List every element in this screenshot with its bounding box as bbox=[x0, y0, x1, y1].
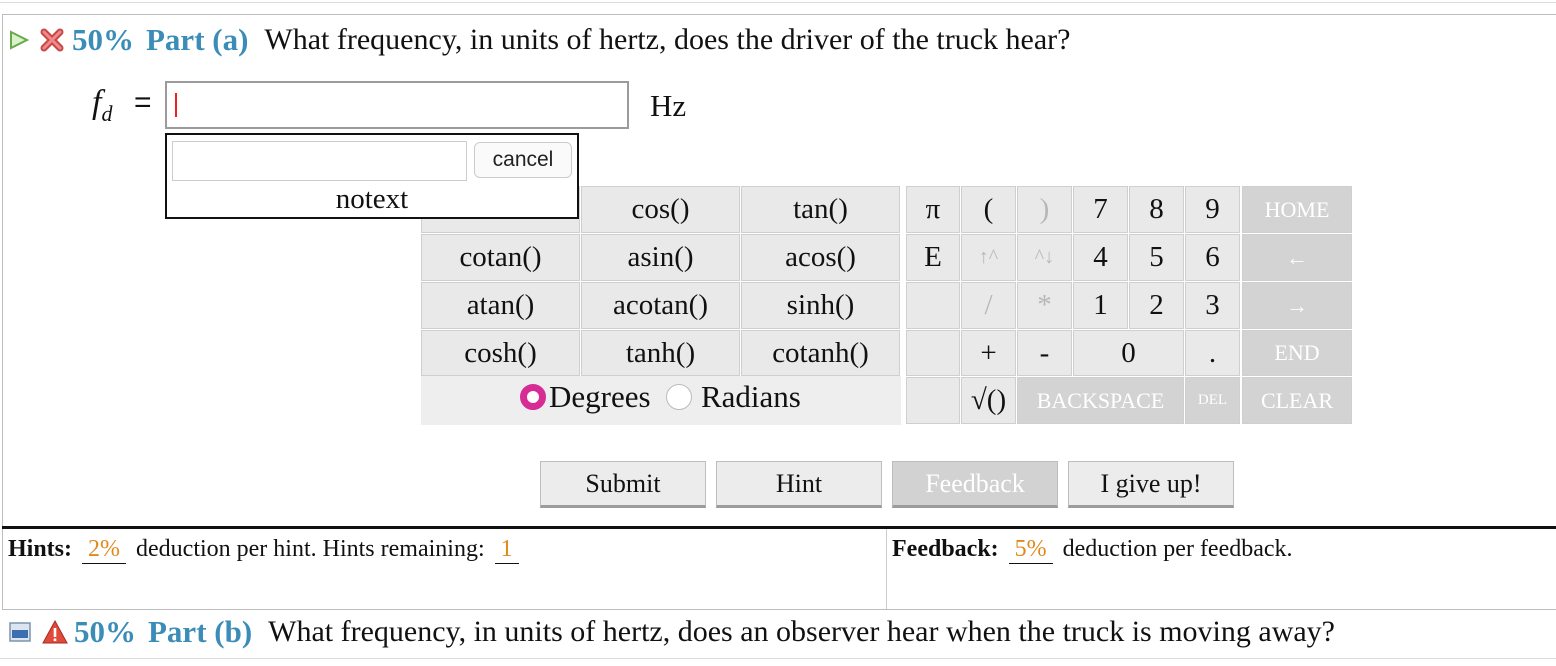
part-b-percent: 50% bbox=[74, 614, 136, 649]
variable-subscript: d bbox=[101, 100, 113, 126]
part-a-percent: 50% bbox=[72, 22, 134, 57]
function-key-acotan[interactable]: acotan() bbox=[581, 282, 740, 329]
function-key-cosh[interactable]: cosh() bbox=[421, 330, 580, 376]
warning-icon bbox=[42, 619, 68, 645]
degrees-radio[interactable] bbox=[520, 384, 546, 410]
feedback-label: Feedback: bbox=[892, 536, 999, 562]
part-b-label: Part (b) bbox=[148, 614, 253, 649]
exponent-down-key[interactable]: ^↓ bbox=[1017, 234, 1072, 281]
e-key[interactable]: E bbox=[906, 234, 960, 281]
blank-key-2 bbox=[906, 330, 960, 376]
decimal-point-key[interactable]: . bbox=[1185, 330, 1240, 376]
part-a-label: Part (a) bbox=[146, 22, 249, 57]
hint-deduction: 2% bbox=[82, 536, 126, 564]
digit-5-key[interactable]: 5 bbox=[1129, 234, 1184, 281]
hint-button[interactable]: Hint bbox=[716, 461, 882, 508]
digit-1-key[interactable]: 1 bbox=[1073, 282, 1128, 329]
digit-2-key[interactable]: 2 bbox=[1129, 282, 1184, 329]
function-key-tanh[interactable]: tanh() bbox=[581, 330, 740, 376]
clear-key[interactable]: CLEAR bbox=[1242, 377, 1352, 424]
part-b-question: What frequency, in units of hertz, does an observer hear when the truck is moving away? bbox=[268, 615, 1336, 648]
blank-key-3 bbox=[906, 377, 960, 424]
hints-label: Hints: bbox=[8, 536, 73, 562]
submit-button[interactable]: Submit bbox=[540, 461, 706, 508]
equals-sign: = bbox=[134, 86, 152, 119]
play-icon[interactable] bbox=[8, 29, 30, 51]
expand-icon[interactable] bbox=[8, 620, 32, 644]
delete-key[interactable]: DEL bbox=[1185, 377, 1240, 424]
feedback-info bbox=[892, 536, 1293, 564]
home-key[interactable]: HOME bbox=[1242, 186, 1352, 233]
hint-bar-divider bbox=[2, 526, 1556, 529]
answer-input[interactable] bbox=[165, 81, 629, 129]
left-paren-key[interactable]: ( bbox=[961, 186, 1016, 233]
function-key-acos[interactable]: acos() bbox=[741, 234, 900, 281]
hints-info bbox=[8, 536, 523, 564]
hints-remaining: 1 bbox=[495, 536, 519, 564]
variable-symbol: f bbox=[92, 84, 102, 121]
bottom-divider bbox=[0, 658, 1556, 659]
right-arrow-key[interactable]: → bbox=[1242, 282, 1352, 329]
popup-notext: notext bbox=[335, 183, 409, 215]
part-a-header bbox=[8, 20, 1070, 60]
digit-6-key[interactable]: 6 bbox=[1185, 234, 1240, 281]
top-divider bbox=[0, 2, 1556, 3]
function-key-cotan[interactable]: cotan() bbox=[421, 234, 580, 281]
function-key-tan[interactable]: tan() bbox=[741, 186, 900, 233]
sqrt-key[interactable]: √() bbox=[961, 377, 1016, 424]
angle-unit-panel bbox=[421, 376, 901, 425]
hint-feedback-divider bbox=[886, 529, 887, 609]
pi-key[interactable]: π bbox=[906, 186, 960, 233]
function-key-sinh[interactable]: sinh() bbox=[741, 282, 900, 329]
part-a-question: What frequency, in units of hertz, does the driver of the truck hear? bbox=[264, 23, 1071, 56]
function-key-atan[interactable]: atan() bbox=[421, 282, 580, 329]
digit-4-key[interactable]: 4 bbox=[1073, 234, 1128, 281]
backspace-key[interactable]: BACKSPACE bbox=[1017, 377, 1184, 424]
plus-key[interactable]: + bbox=[961, 330, 1016, 376]
end-key[interactable]: END bbox=[1242, 330, 1352, 376]
feedback-deduction: 5% bbox=[1009, 536, 1053, 564]
digit-8-key[interactable]: 8 bbox=[1129, 186, 1184, 233]
popup-input[interactable] bbox=[172, 141, 467, 181]
radians-label: Radians bbox=[701, 379, 801, 414]
radians-radio[interactable] bbox=[666, 384, 692, 410]
give-up-button[interactable]: I give up! bbox=[1068, 461, 1234, 508]
exponent-up-key[interactable]: ↑^ bbox=[961, 234, 1016, 281]
function-key-cos[interactable]: cos() bbox=[581, 186, 740, 233]
function-key-asin[interactable]: asin() bbox=[581, 234, 740, 281]
divide-key[interactable]: / bbox=[961, 282, 1016, 329]
feedback-text: deduction per feedback. bbox=[1062, 536, 1293, 562]
function-key-cotanh[interactable]: cotanh() bbox=[741, 330, 900, 376]
digit-7-key[interactable]: 7 bbox=[1073, 186, 1128, 233]
right-paren-key[interactable]: ) bbox=[1017, 186, 1072, 233]
cancel-button[interactable]: cancel bbox=[474, 142, 572, 178]
degrees-label: Degrees bbox=[549, 379, 651, 414]
text-caret bbox=[175, 93, 177, 117]
feedback-button[interactable]: Feedback bbox=[892, 461, 1058, 508]
digit-0-key[interactable]: 0 bbox=[1073, 330, 1184, 376]
multiply-key[interactable]: * bbox=[1017, 282, 1072, 329]
part-b-header bbox=[8, 612, 1335, 652]
variable-label bbox=[92, 84, 112, 127]
hints-text: deduction per hint. Hints remaining: bbox=[136, 536, 485, 562]
minus-key[interactable]: - bbox=[1017, 330, 1072, 376]
left-arrow-key[interactable]: ← bbox=[1242, 234, 1352, 281]
unit-label: Hz bbox=[650, 88, 687, 123]
digit-3-key[interactable]: 3 bbox=[1185, 282, 1240, 329]
autocomplete-popup bbox=[165, 133, 579, 219]
incorrect-x-icon bbox=[38, 26, 66, 54]
blank-key bbox=[906, 282, 960, 329]
digit-9-key[interactable]: 9 bbox=[1185, 186, 1240, 233]
